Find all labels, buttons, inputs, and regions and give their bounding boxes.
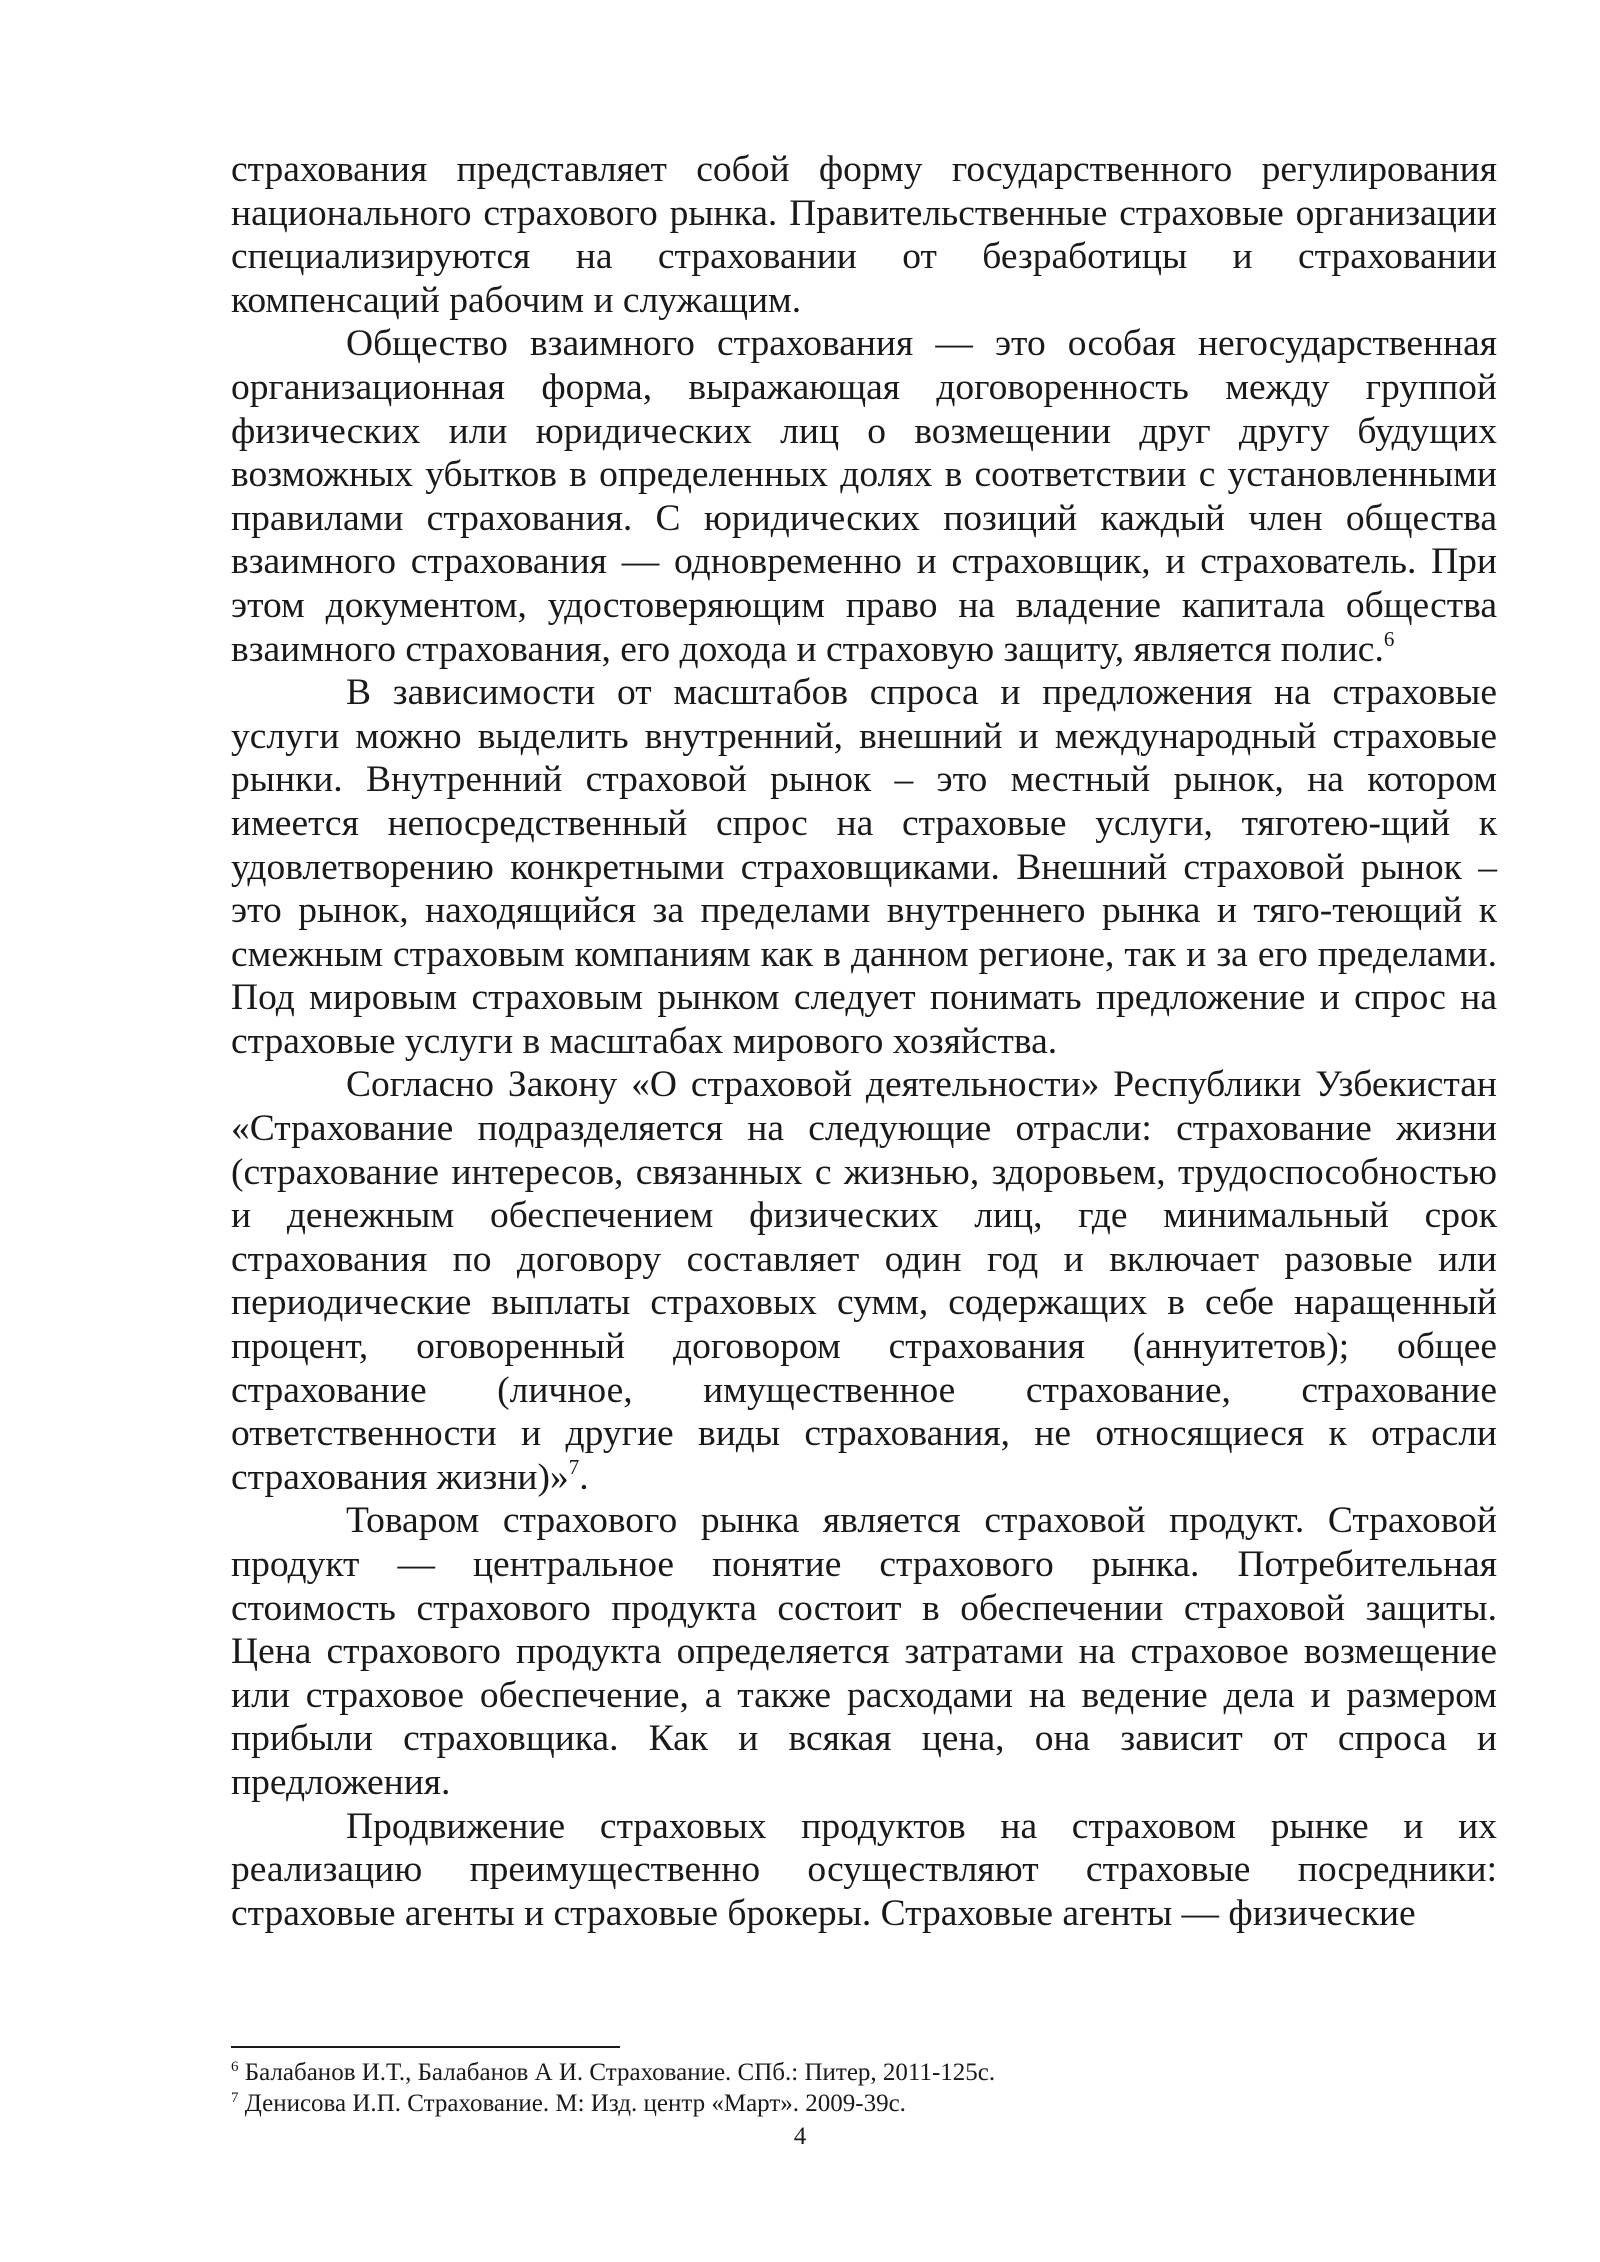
page-number: 4 bbox=[793, 2123, 807, 2150]
body-text bbox=[231, 148, 1497, 1935]
paragraph-text-tail: . bbox=[579, 1456, 589, 1498]
footnote-item bbox=[231, 2057, 1497, 2088]
paragraph-text: Общество взаимного страхования — это особая негосударственная организационная форма, выражающая договоренность между группой физических или юридических лиц о возмещении друг другу будущих возможных убытков в определенных долях в соответствии с установленными правилами страхования. С юридических позиций каждый член общества взаимного страхования — одновременно и страховщик, и страхователь. При этом документом, удостоверяющим право на владение капитала общества взаимного страхования, его дохода и страховую защиту, является полис. bbox=[231, 323, 1497, 670]
paragraph-law-citation bbox=[231, 1063, 1497, 1499]
footnote-mark: 7 bbox=[231, 2090, 239, 2106]
paragraph-intermediaries bbox=[231, 1805, 1497, 1936]
paragraph-continuation bbox=[231, 148, 1497, 322]
paragraph-text: В зависимости от масштабов спроса и предложения на страховые услуги можно выделить внутренний, внешний и международный страховые рынки. Внутренний страховой рынок – это местный рынок, на котором имеется непосредственный спрос на страховые услуги, тяготею-щий к удовлетворению конкретными страховщиками. Внешний страховой рынок – это рынок, находящийся за пределами внутреннего рынка и тяго-теющий к смежным страховым компаниям как в данном регионе, так и за его пределами. Под мировым страховым рынком следует понимать предложение и спрос на страховые услуги в масштабах мирового хозяйства. bbox=[231, 672, 1497, 1062]
paragraph-text: Товаром страхового рынка является страховой продукт. Страховой продукт — центральное понятие страхового рынка. Потребительная стоимость страхового продукта состоит в обеспечении страховой защиты. Цена страхового продукта определяется затратами на страховое возмещение или страховое обеспечение, а также расходами на ведение дела и размером прибыли страховщика. Как и всякая цена, она зависит от спроса и предложения. bbox=[231, 1500, 1497, 1803]
paragraph-market-types bbox=[231, 671, 1497, 1063]
footnote-ref[interactable]: 7 bbox=[568, 1454, 580, 1479]
footnote-text: Денисова И.П. Страхование. М: Изд. центр «Март». 2009-39с. bbox=[238, 2090, 906, 2117]
footnote-ref[interactable]: 6 bbox=[1383, 626, 1395, 651]
footnote-text: Балабанов И.Т., Балабанов А И. Страхование. СПб.: Питер, 2011-125с. bbox=[238, 2059, 996, 2086]
paragraph-mutual-insurance bbox=[231, 322, 1497, 671]
footnote-separator bbox=[231, 2046, 620, 2048]
paragraph-insurance-product bbox=[231, 1499, 1497, 1804]
footnote-mark: 6 bbox=[231, 2059, 239, 2075]
paragraph-text: страхования представляет собой форму государственного регулирования национального страхового рынка. Правительственные страховые организации специализируются на страховании от безработицы и страховании компенсаций рабочим и служащим. bbox=[231, 149, 1497, 321]
paragraph-text: Продвижение страховых продуктов на страховом рынке и их реализацию преимущественно осуществляют страховые посредники: страховые агенты и страховые брокеры. Страховые агенты — физические bbox=[231, 1805, 1497, 1934]
paragraph-text: Согласно Закону «О страховой деятельности» Республики Узбекистан «Страхование подразделяется на следующие отрасли: страхование жизни (страхование интересов, связанных с жизнью, здоровьем, трудоспособностью и денежным обеспечением физических лиц, где минимальный срок страхования по договору составляет один год и включает разовые или периодические выплаты страховых сумм, содержащих в себе наращенный процент, оговоренный договором страхования (аннуитетов); общее страхование (личное, имущественное страхование, страхование ответственности и другие виды страхования, не относящиеся к отрасли страхования жизни)» bbox=[231, 1064, 1497, 1498]
footnotes bbox=[231, 2057, 1497, 2119]
footnote-item bbox=[231, 2088, 1497, 2119]
